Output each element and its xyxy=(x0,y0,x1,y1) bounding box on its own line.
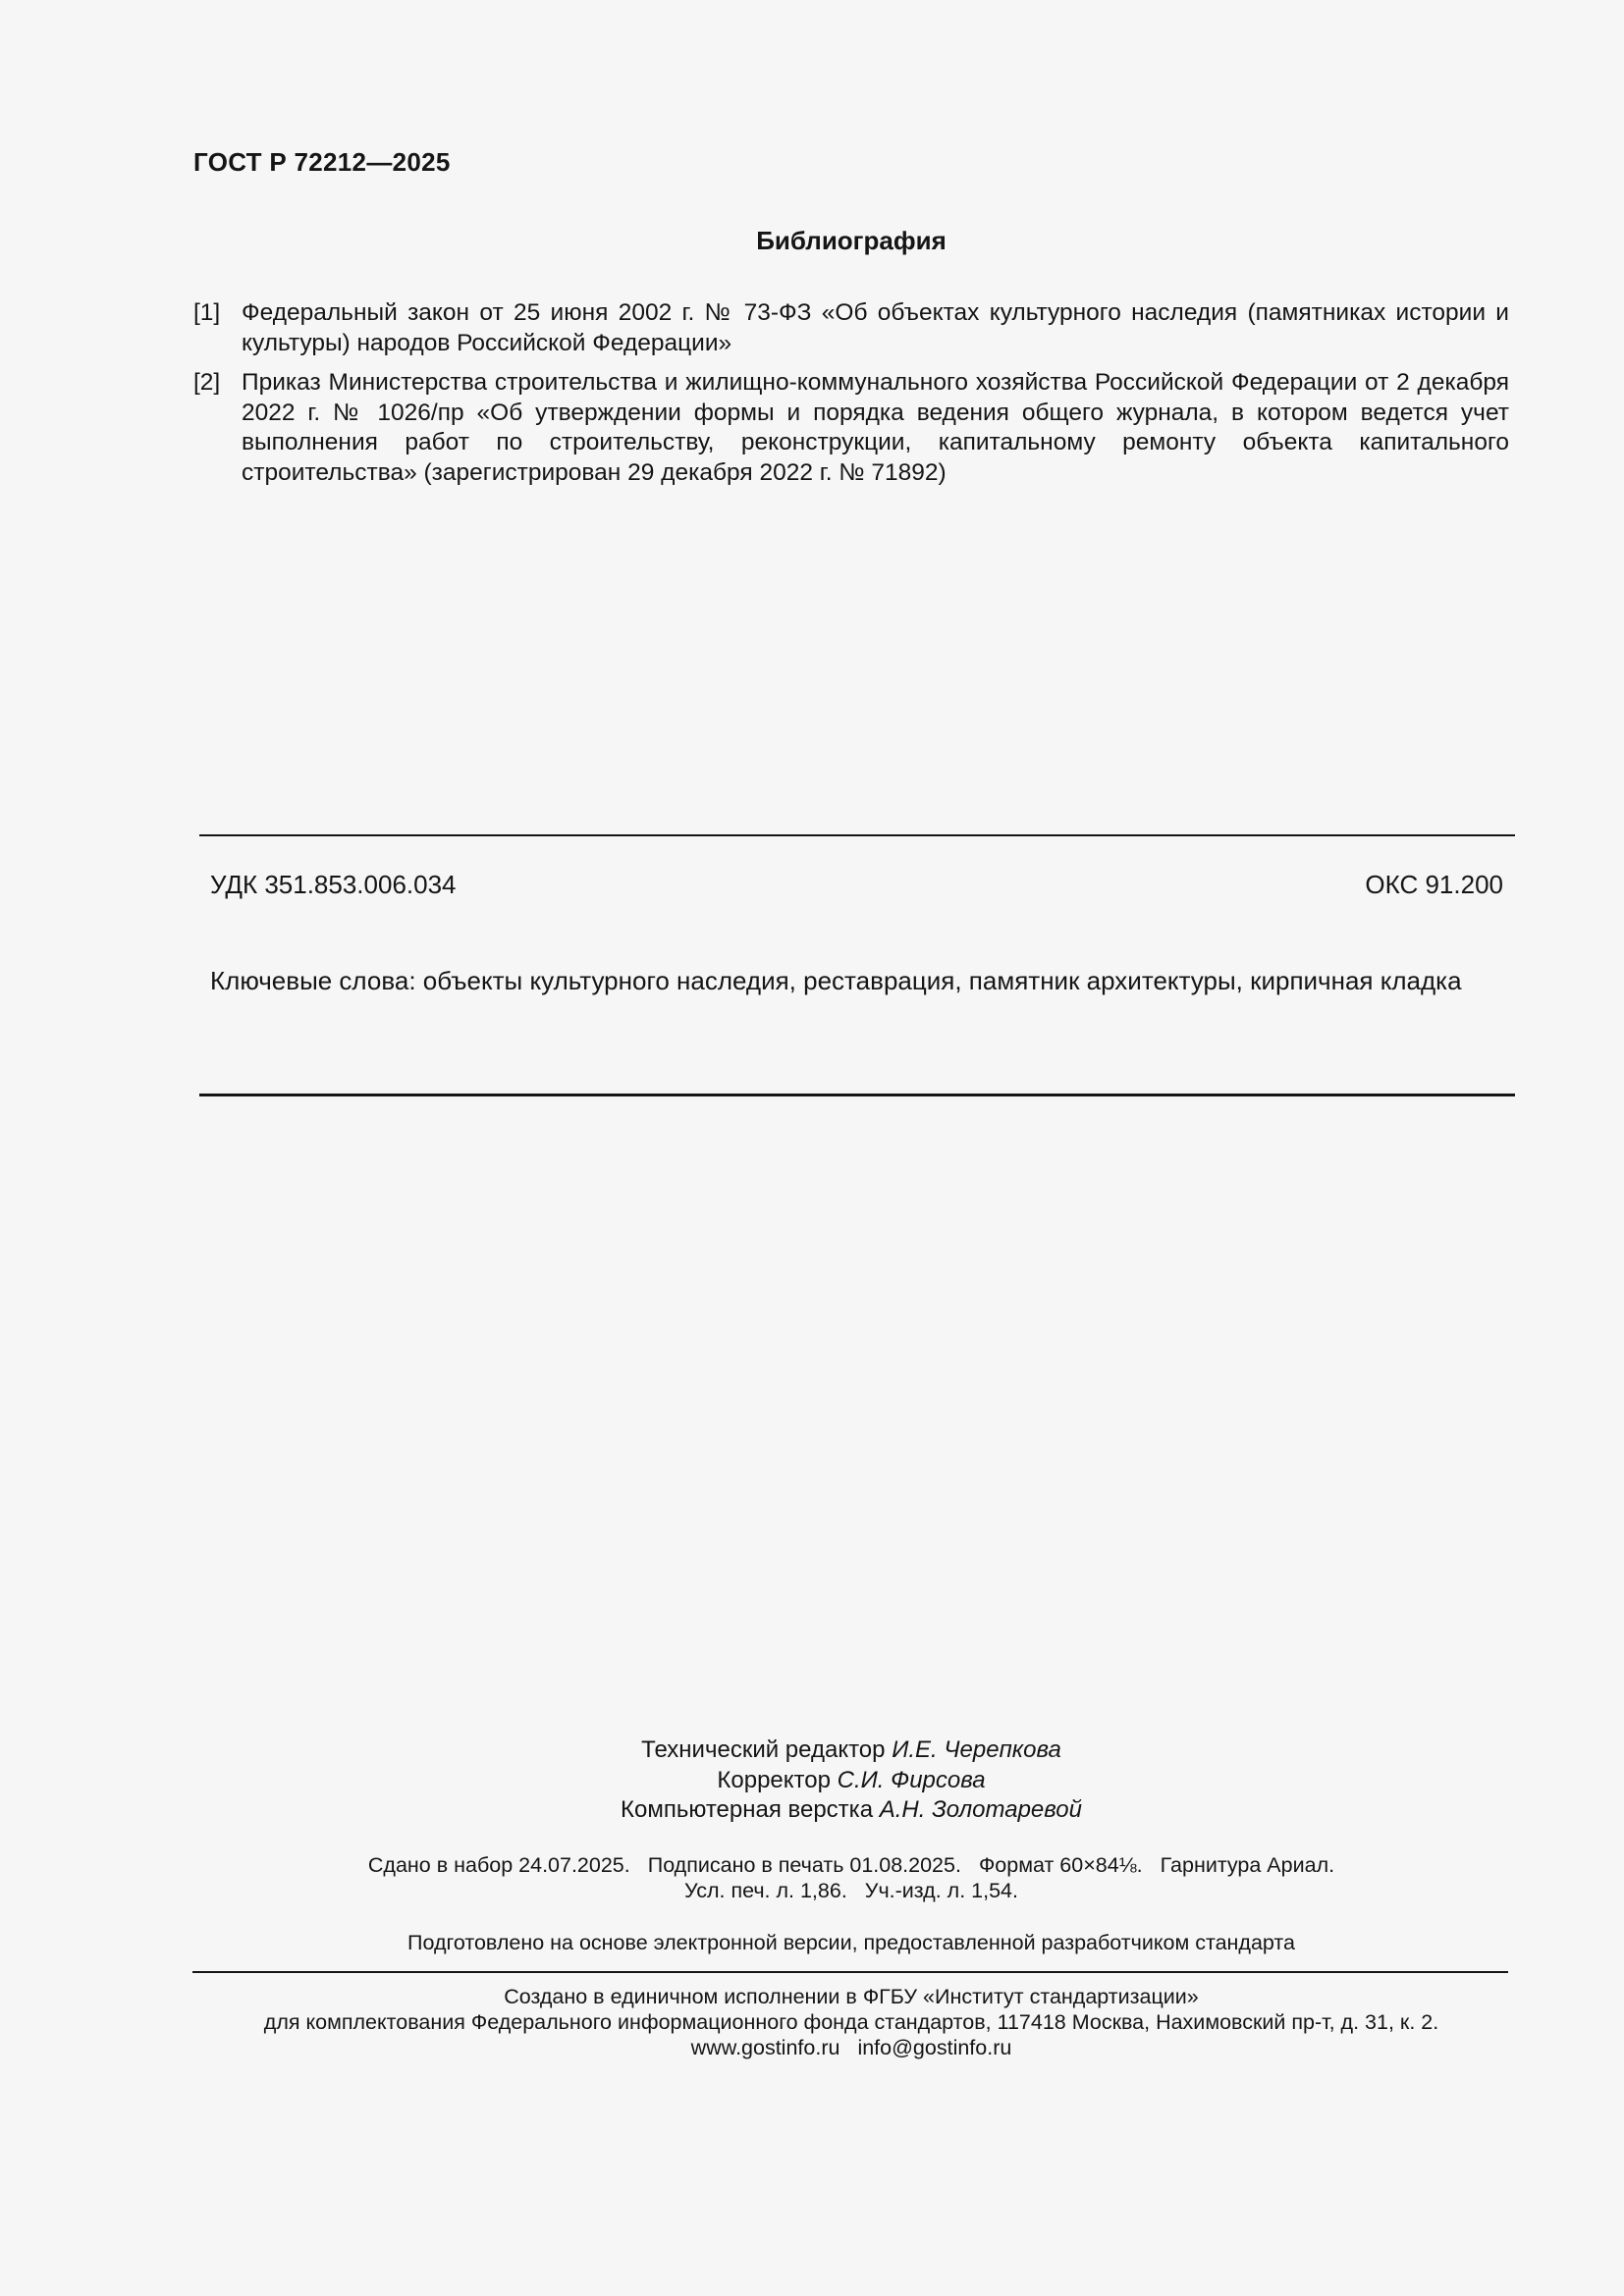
typeface: Гарнитура Ариал. xyxy=(1160,1853,1335,1877)
bibliography-item-number: [2] xyxy=(193,369,221,396)
email-link[interactable]: info@gostinfo.ru xyxy=(857,2036,1012,2059)
signed-date: Подписано в печать 01.08.2025. xyxy=(647,1853,961,1877)
website-link[interactable]: www.gostinfo.ru xyxy=(690,2036,840,2059)
bibliography-item-number: [1] xyxy=(193,299,221,326)
print-details-line-1 xyxy=(193,1852,1509,1878)
bibliography-item-text: Федеральный закон от 25 июня 2002 г. № 73-ФЗ «Об объектах культурного наследия (памятниках истории и культуры) народов Российской Федерации» xyxy=(242,299,1509,356)
bibliography-item xyxy=(193,368,1509,488)
contacts-line xyxy=(193,2035,1509,2060)
bibliography-list xyxy=(193,298,1509,498)
keywords: Ключевые слова: объекты культурного наследия, реставрация, памятник архитектуры, кирпичная кладка xyxy=(210,966,1462,995)
publisher-sheets: Уч.-изд. л. 1,54. xyxy=(864,1879,1018,1902)
oks-code: ОКС 91.200 xyxy=(1365,870,1503,899)
bibliography-item xyxy=(193,298,1509,358)
print-details xyxy=(193,1852,1509,1903)
publisher-info xyxy=(193,1984,1509,2060)
submitted-date: Сдано в набор 24.07.2025. xyxy=(367,1853,630,1877)
print-details-line-2 xyxy=(193,1878,1509,1903)
tech-editor-name: И.Е. Черепкова xyxy=(892,1736,1061,1763)
corrector-line xyxy=(193,1766,1509,1796)
bibliography-item-text: Приказ Министерства строительства и жилищно-коммунального хозяйства Российской Федерации от 2 декабря 2022 г. № 1026/пр «Об утверждении формы и порядка ведения общего журнала, в котором ведется учет выполнения работ по строительству, реконструкции, капитальному ремонту объекта капитального строительства» (зарегистрирован 29 декабря 2022 г. № 71892) xyxy=(242,369,1509,486)
classification-top-rule xyxy=(199,834,1515,836)
corrector-label: Корректор xyxy=(717,1766,831,1793)
layout-name: А.Н. Золотаревой xyxy=(879,1796,1082,1823)
udc-code: УДК 351.853.006.034 xyxy=(210,870,457,899)
tech-editor-line xyxy=(193,1735,1509,1766)
print-sheets: Усл. печ. л. 1,86. xyxy=(683,1879,847,1902)
editorial-credits xyxy=(193,1735,1509,1826)
paper-format: Формат 60×84⅛. xyxy=(978,1853,1143,1877)
imprint-rule xyxy=(192,1971,1508,1973)
document-code: ГОСТ Р 72212—2025 xyxy=(193,147,451,177)
created-line-1: Создано в единичном исполнении в ФГБУ «Институт стандартизации» xyxy=(504,1985,1199,2008)
tech-editor-label: Технический редактор xyxy=(641,1736,886,1763)
layout-line xyxy=(193,1795,1509,1826)
classification-bottom-rule xyxy=(199,1094,1515,1096)
bibliography-title: Библиография xyxy=(756,226,947,255)
prepared-note: Подготовлено на основе электронной версии, предоставленной разработчиком стандарта xyxy=(407,1931,1295,1954)
layout-label: Компьютерная верстка xyxy=(621,1796,874,1823)
corrector-name: С.И. Фирсова xyxy=(837,1766,986,1793)
created-line-2: для комплектования Федерального информационного фонда стандартов, 117418 Москва, Нахимовский пр-т, д. 31, к. 2. xyxy=(263,2010,1439,2034)
